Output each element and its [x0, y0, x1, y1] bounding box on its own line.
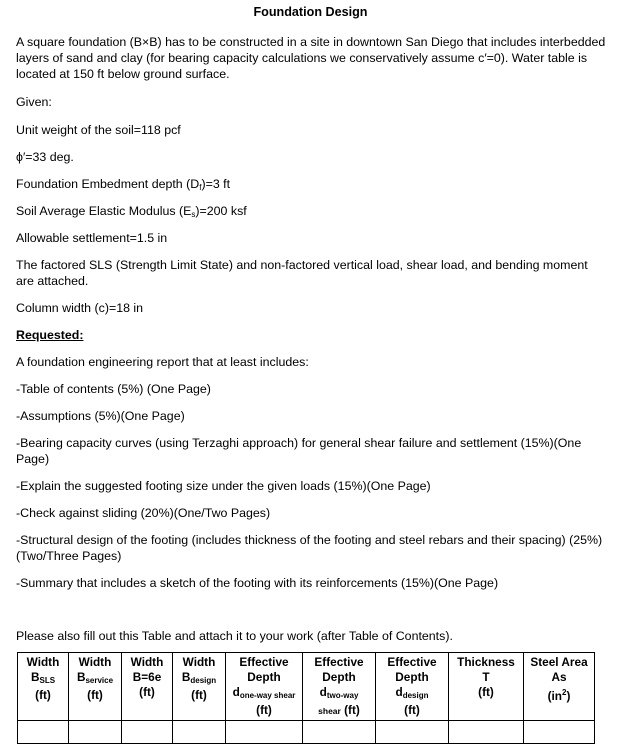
- embedment-depth: Foundation Embedment depth $(D_f)=3$ ft: [16, 177, 231, 192]
- requested-heading: Requested:: [16, 328, 84, 342]
- loads-note: The factored SLS (Strength Limit State) and non-factored vertical load, shear load, and bending moment are attached.: [16, 258, 588, 288]
- header-width-service: Width $B_{service}$ (ft): [69, 653, 122, 721]
- cell-depth-design[interactable]: [376, 721, 449, 744]
- requested-item: -Check against sliding (20%)(One/Two Pages): [16, 506, 271, 520]
- header-width-design: Width $B_{design}$ (ft): [173, 653, 226, 721]
- cell-depth-one-way[interactable]: [226, 721, 303, 744]
- intro-paragraph: A square foundation (B×B) has to be constructed in a site in downtown San Diego that includes interbedded layers of sand and clay (for bearing capacity calculations we conservatively assume c′=0). Water table is located at 150 ft below ground surface.: [16, 35, 606, 81]
- header-depth-one-way: Effective Depth $d_{one-way shear}$ (ft): [226, 653, 303, 721]
- header-depth-design: Effective Depth $d_{design}$ (ft): [376, 653, 449, 721]
- cell-depth-two-way[interactable]: [303, 721, 376, 744]
- requested-item: -Table of contents (5%) (One Page): [16, 382, 211, 396]
- cell-width-sls[interactable]: [18, 721, 69, 744]
- table-entry-row[interactable]: [18, 721, 595, 744]
- cell-width-6e[interactable]: [122, 721, 173, 744]
- allowable-settlement: Allowable settlement=1.5 in: [16, 231, 168, 245]
- elastic-modulus: Soil Average Elastic Modulus $(E_s)=200$ ksf: [16, 204, 247, 219]
- cell-width-service[interactable]: [69, 721, 122, 744]
- header-width-6e: Width B=6e (ft): [122, 653, 173, 721]
- cell-width-design[interactable]: [173, 721, 226, 744]
- document-title: Foundation Design: [253, 5, 368, 19]
- header-thickness: Thickness T (ft): [449, 653, 524, 721]
- cell-thickness[interactable]: [449, 721, 524, 744]
- given-heading: Given:: [16, 95, 52, 109]
- cell-steel-area[interactable]: [524, 721, 595, 744]
- table-note: Please also fill out this Table and attach it to your work (after Table of Contents).: [16, 629, 453, 643]
- requested-lead: A foundation engineering report that at least includes:: [16, 355, 309, 369]
- header-width-sls: Width $B_{SLS}$ (ft): [18, 653, 69, 721]
- column-width: Column width (c)=18 in: [16, 301, 144, 315]
- requested-item: -Assumptions (5%)(One Page): [16, 409, 185, 423]
- unit-weight: Unit weight of the soil=118 pcf: [16, 123, 181, 137]
- header-steel-area: Steel Area As $(in^2)$: [524, 653, 595, 721]
- table-header-row: [18, 653, 595, 721]
- requested-item: -Explain the suggested footing size under the given loads (15%)(One Page): [16, 479, 431, 493]
- summary-table: [17, 652, 595, 744]
- requested-item: -Structural design of the footing (includes thickness of the footing and steel rebars and their spacing) (25%)(Two/Three Pages): [16, 533, 603, 563]
- header-depth-two-way: Effective Depth $d_{two-way}$ shear (ft): [303, 653, 376, 721]
- friction-angle: ϕ′=33 deg.: [16, 150, 74, 164]
- requested-item: -Summary that includes a sketch of the footing with its reinforcements (15%)(One Page): [16, 576, 499, 590]
- requested-item: -Bearing capacity curves (using Terzaghi approach) for general shear failure and settlement (15%)(One Page): [16, 436, 582, 466]
